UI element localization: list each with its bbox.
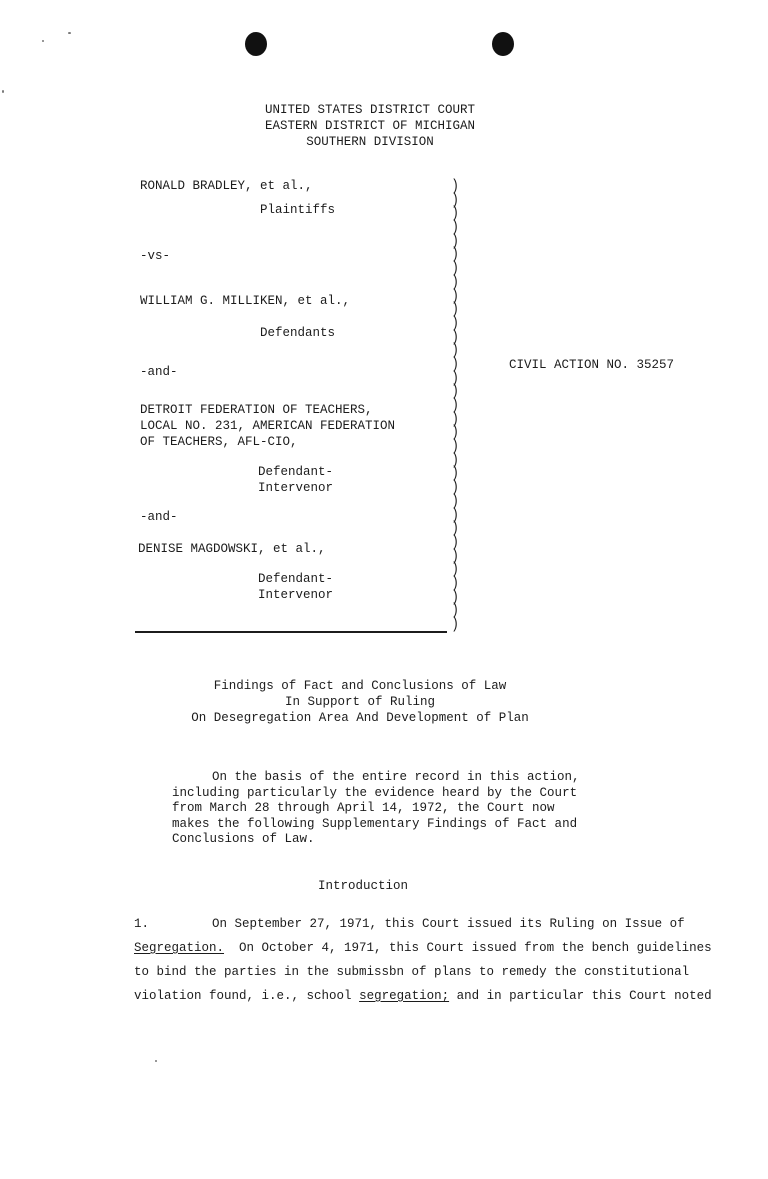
court-header bbox=[230, 102, 510, 150]
punch-hole-right bbox=[492, 32, 514, 56]
caption-paren: ) bbox=[451, 354, 459, 373]
caption-paren: ) bbox=[451, 286, 459, 305]
caption-paren-column bbox=[450, 177, 462, 633]
and-label: -and- bbox=[140, 510, 178, 524]
caption-paren: ) bbox=[451, 423, 459, 442]
section-heading: Introduction bbox=[318, 879, 409, 893]
caption-paren: ) bbox=[451, 546, 459, 565]
preamble-line: Conclusions of Law. bbox=[172, 832, 315, 846]
caption-paren: ) bbox=[451, 313, 459, 332]
document-title bbox=[160, 678, 560, 726]
paragraph-line: to bind the parties in the submissbn of plans to remedy the constitutional bbox=[134, 965, 690, 979]
caption-paren: ) bbox=[451, 409, 459, 428]
preamble-line: makes the following Supplementary Findings of Fact and bbox=[172, 816, 578, 831]
caption-paren: ) bbox=[451, 601, 459, 620]
paragraph-text: violation found, i.e., school bbox=[134, 989, 352, 1003]
caption-paren: ) bbox=[451, 218, 459, 237]
plaintiff-role: Plaintiffs bbox=[260, 203, 336, 217]
paragraph-line bbox=[134, 940, 712, 956]
paragraph-number: 1. bbox=[134, 917, 150, 931]
caption-paren: ) bbox=[451, 396, 459, 414]
caption-paren: ) bbox=[451, 327, 459, 346]
caption-paren: ) bbox=[451, 450, 459, 469]
intervenor-2-name: DENISE MAGDOWSKI, et al., bbox=[138, 542, 326, 556]
intervenor-role-line: Defendant- bbox=[258, 572, 334, 586]
scan-speck bbox=[68, 32, 71, 34]
caption-paren: ) bbox=[451, 300, 459, 319]
plaintiff-name: RONALD BRADLEY, et al., bbox=[140, 179, 313, 193]
defendant-name: WILLIAM G. MILLIKEN, et al., bbox=[140, 294, 351, 308]
preamble-line: from March 28 through April 14, 1972, the Court now bbox=[172, 801, 555, 815]
caption-paren: ) bbox=[451, 259, 459, 278]
title-line: On Desegregation Area And Development of Plan bbox=[191, 711, 529, 725]
preamble-line: including particularly the evidence heard by the Court bbox=[172, 785, 578, 800]
title-line: In Support of Ruling bbox=[284, 695, 436, 709]
title-line: Findings of Fact and Conclusions of Law bbox=[213, 679, 507, 693]
caption-paren: ) bbox=[451, 272, 459, 291]
caption-paren: ) bbox=[451, 231, 459, 250]
underlined-term: Segregation. bbox=[134, 941, 225, 955]
intervenor-1-role bbox=[258, 464, 333, 496]
caption-paren: ) bbox=[451, 491, 459, 510]
intervenor-1-name bbox=[140, 402, 395, 450]
preamble-line: On the basis of the entire record in this action, bbox=[212, 770, 580, 784]
caption-paren: ) bbox=[451, 204, 459, 223]
caption-paren: ) bbox=[451, 368, 459, 387]
caption-paren: ) bbox=[451, 341, 459, 360]
caption-paren: ) bbox=[451, 519, 459, 538]
and-label: -and- bbox=[140, 365, 178, 379]
court-name: UNITED STATES DISTRICT COURT bbox=[264, 103, 476, 117]
paragraph-text: On October 4, 1971, this Court issued from the bench guidelines bbox=[239, 941, 712, 955]
court-district: EASTERN DISTRICT OF MICHIGAN bbox=[264, 119, 476, 133]
caption-paren: ) bbox=[451, 464, 459, 483]
paragraph-line bbox=[134, 988, 712, 1004]
versus-label: -vs- bbox=[140, 249, 171, 263]
caption-paren: ) bbox=[451, 615, 459, 633]
paragraph-text: and in particular this Court noted bbox=[456, 989, 712, 1003]
scan-speck bbox=[155, 1060, 157, 1062]
intervenor-1-line: LOCAL NO. 231, AMERICAN FEDERATION bbox=[140, 419, 396, 433]
intervenor-1-line: OF TEACHERS, AFL-CIO, bbox=[140, 435, 298, 449]
court-division: SOUTHERN DIVISION bbox=[306, 135, 434, 149]
caption-paren: ) bbox=[451, 177, 459, 195]
caption-paren: ) bbox=[451, 190, 459, 209]
intervenor-role-line: Intervenor bbox=[258, 588, 334, 602]
punch-hole-left bbox=[245, 32, 267, 56]
caption-paren: ) bbox=[451, 245, 459, 264]
civil-action-number: CIVIL ACTION NO. 35257 bbox=[509, 358, 675, 372]
caption-paren: ) bbox=[451, 587, 459, 606]
paragraph-line: On September 27, 1971, this Court issued its Ruling on Issue of bbox=[212, 917, 685, 931]
intervenor-role-line: Defendant- bbox=[258, 465, 334, 479]
caption-paren: ) bbox=[451, 382, 459, 401]
preamble bbox=[172, 770, 580, 848]
caption-rule bbox=[135, 631, 447, 633]
caption-paren: ) bbox=[451, 573, 459, 592]
caption-paren: ) bbox=[451, 560, 459, 579]
caption-paren: ) bbox=[451, 532, 459, 551]
scan-speck bbox=[2, 90, 4, 93]
defendant-role: Defendants bbox=[260, 326, 336, 340]
scan-speck bbox=[42, 40, 44, 42]
intervenor-1-line: DETROIT FEDERATION OF TEACHERS, bbox=[140, 403, 373, 417]
caption-paren: ) bbox=[451, 505, 459, 524]
caption-paren: ) bbox=[451, 478, 459, 497]
caption-paren: ) bbox=[451, 437, 459, 456]
underlined-term: segregation; bbox=[359, 989, 450, 1003]
intervenor-2-role bbox=[258, 571, 333, 603]
intervenor-role-line: Intervenor bbox=[258, 481, 334, 495]
